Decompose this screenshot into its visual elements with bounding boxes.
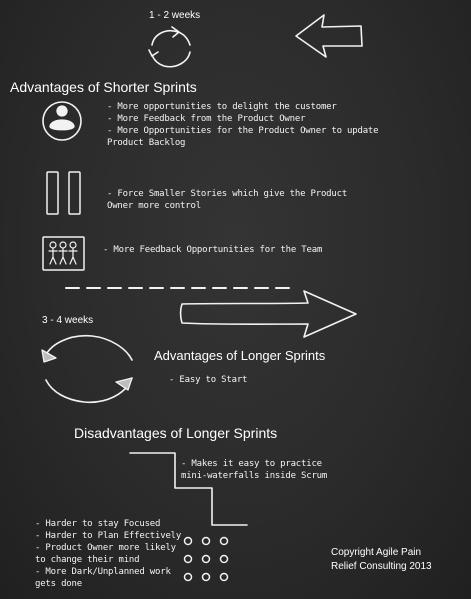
short-g1-line: - More Feedback from the Product Owner	[107, 114, 306, 124]
short-group1-text	[107, 101, 378, 149]
short-g2-line: - Force Smaller Stories which give the Product	[107, 189, 348, 199]
right-arrow-icon	[180, 288, 360, 340]
disadv-line: - Harder to Plan Effectively	[35, 531, 182, 541]
long-disadvantages-heading: Disadvantages of Longer Sprints	[74, 425, 278, 441]
team-icon	[42, 236, 86, 272]
copyright-note	[331, 546, 432, 574]
short-g1-line: - More opportunities to delight the customer	[107, 102, 337, 112]
left-arrow-icon	[294, 13, 364, 59]
long-advantages-list	[169, 374, 247, 386]
disadv-line: - Harder to stay Focused	[35, 519, 161, 529]
short-advantages-heading: Advantages of Shorter Sprints	[10, 79, 197, 95]
disadv-line: - Product Owner more likely	[35, 543, 176, 553]
disadv-line: - More Dark/Unplanned work	[35, 567, 171, 577]
long-advantages-heading: Advantages of Longer Sprints	[154, 348, 326, 363]
customer-face-icon	[38, 100, 88, 142]
short-group2-text	[107, 188, 347, 212]
disadv-line: gets done	[35, 579, 82, 589]
copyright-line: Copyright Agile Pain	[331, 547, 422, 558]
long-duration-label: 3 - 4 weeks	[42, 315, 94, 326]
short-g2-line: Owner more control	[107, 201, 201, 211]
stairs-note-line: - Makes it easy to practice	[181, 459, 322, 469]
copyright-line: Relief Consulting 2013	[331, 561, 432, 572]
long-disadvantages-list	[35, 518, 181, 590]
cycle-short-icon	[146, 24, 196, 74]
dots-grid-icon	[181, 534, 233, 584]
stairs-note	[181, 458, 327, 482]
cycle-long-icon	[36, 330, 140, 408]
stairs-note-line: mini-waterfalls inside Scrum	[181, 471, 328, 481]
short-group3-text	[103, 244, 322, 256]
short-duration-label: 1 - 2 weeks	[149, 10, 201, 21]
short-g1-line: Product Backlog	[107, 138, 186, 148]
story-cards-icon	[44, 170, 84, 216]
short-g3-line: - More Feedback Opportunities for the Team	[103, 245, 323, 255]
long-adv-line: - Easy to Start	[169, 375, 248, 385]
disadv-line: to change their mind	[35, 555, 140, 565]
short-g1-line: - More Opportunities for the Product Owner to update	[107, 126, 379, 136]
